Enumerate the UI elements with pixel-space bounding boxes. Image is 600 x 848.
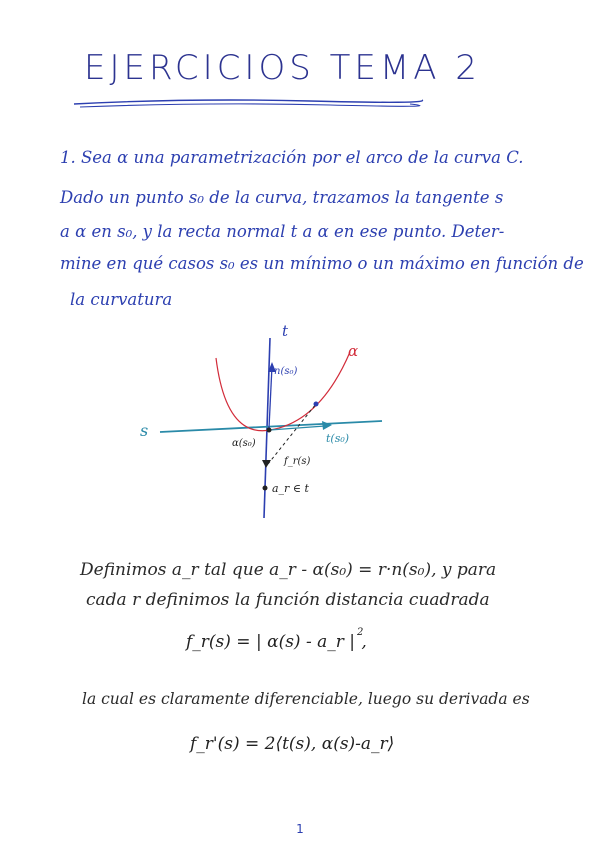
- distance-dashed-line: [268, 404, 316, 464]
- alpha-curve: [216, 352, 350, 431]
- definition-line-2: cada r definimos la función distancia cuadrada: [86, 590, 490, 610]
- title-underline: [70, 96, 430, 110]
- center-point: [263, 486, 268, 491]
- alpha-s0-point: [267, 428, 272, 433]
- alpha-s0-label: α(s₀): [232, 438, 256, 449]
- definition-line-1: Definimos a_r tal que a_r - α(s₀) = r·n(s₀), y para: [80, 560, 497, 580]
- exercise-line-1: 1. Sea α una parametrización por el arco de la curva C.: [60, 148, 524, 167]
- curve-point: [314, 402, 319, 407]
- tangent-arrow-icon: [322, 421, 332, 430]
- s-axis-label: s: [140, 421, 149, 440]
- page-number: 1: [296, 822, 304, 836]
- derivative-formula: f_r'(s) = 2⟨t(s), α(s)-a_r⟩: [190, 734, 395, 754]
- exercise-line-4: mine en qué casos s₀ es un mínimo o un máximo en función de: [60, 254, 584, 273]
- page-title: EJERCICIOS TEMA 2: [84, 48, 481, 88]
- tangent-label: t(s₀): [326, 432, 350, 445]
- distance-formula: [186, 627, 367, 652]
- curve-diagram: [120, 318, 420, 528]
- exercise-line-2: Dado un punto s₀ de la curva, trazamos la tangente s: [60, 188, 504, 207]
- normal-label: n(s₀): [274, 366, 298, 377]
- distance-formula-exponent: 2: [357, 627, 364, 638]
- exercise-line-5: la curvatura: [70, 290, 173, 309]
- center-label: a_r ∈ t: [272, 482, 309, 495]
- exercise-line-3: a α en s₀, y la recta normal t a α en ese punto. Deter-: [60, 222, 505, 241]
- distance-formula-end: ,: [361, 632, 367, 652]
- t-axis-label: t: [282, 322, 289, 340]
- distance-fn-label: f_r(s): [284, 456, 311, 467]
- distance-formula-body: f_r(s) = | α(s) - a_r |: [186, 632, 356, 652]
- alpha-label: α: [348, 342, 359, 360]
- differentiable-line: la cual es claramente diferenciable, luego su derivada es: [82, 690, 530, 708]
